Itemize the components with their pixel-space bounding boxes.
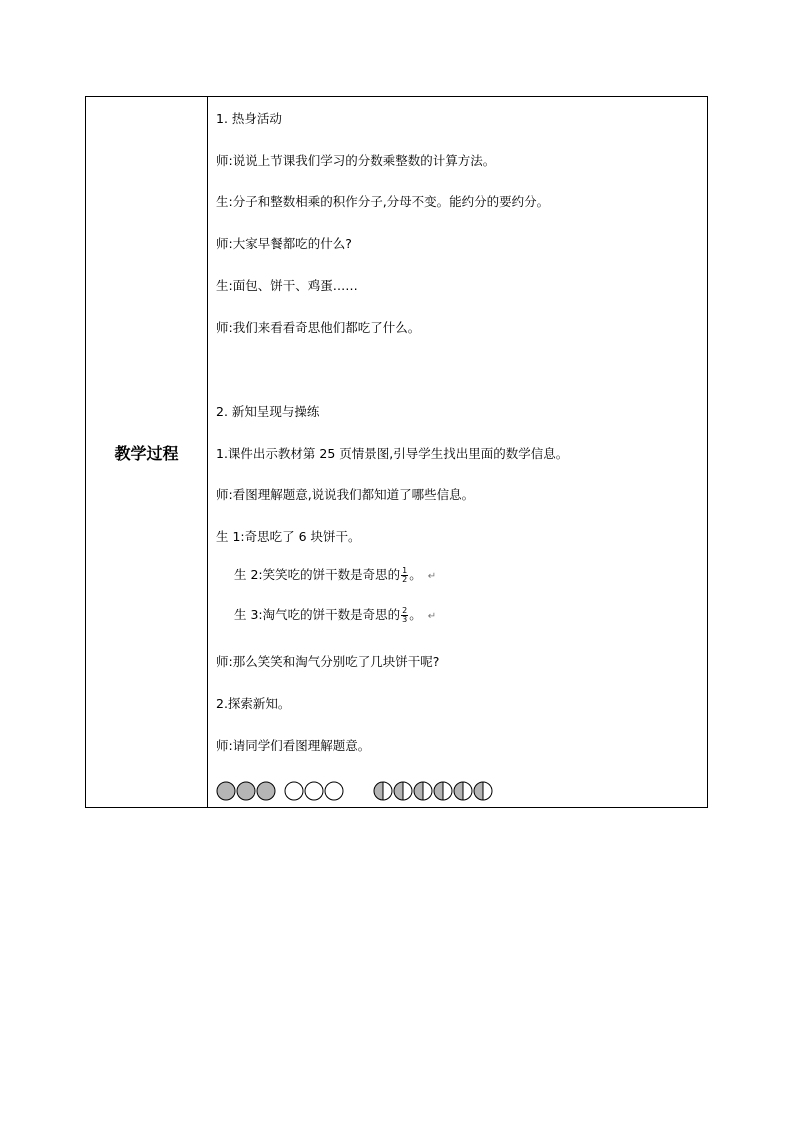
half-circle (454, 782, 472, 800)
fraction-denominator: 2 (402, 575, 408, 584)
half-circle-fill (434, 782, 443, 800)
half-circle-fill (374, 782, 383, 800)
half-circle (374, 782, 392, 800)
fraction-line (234, 607, 436, 625)
filled-circle (237, 782, 255, 800)
fraction (401, 567, 408, 584)
text-line: 师:看图理解题意,说说我们都知道了哪些信息。 (216, 487, 475, 502)
fraction-numerator: 1 (402, 566, 408, 575)
filled-circle (257, 782, 275, 800)
empty-circle (325, 782, 343, 800)
empty-circle (285, 782, 303, 800)
text-line: 生:分子和整数相乘的积作分子,分母不变。能约分的要约分。 (216, 194, 550, 209)
text-line: 师:请同学们看图理解题意。 (216, 738, 371, 753)
half-circle-fill (394, 782, 403, 800)
lesson-table (85, 96, 708, 808)
text-line: 生 1:奇思吃了 6 块饼干。 (216, 529, 361, 544)
return-mark-icon: ↵ (427, 611, 437, 622)
text-line: 师:那么笑笑和淘气分别吃了几块饼干呢? (216, 654, 440, 669)
half-circle-fill (414, 782, 423, 800)
text-line: 1. 热身活动 (216, 111, 282, 126)
text-line: 师:大家早餐都吃的什么? (216, 236, 352, 251)
return-mark-icon: ↵ (427, 571, 437, 582)
text-segment: 。 (409, 607, 422, 622)
fraction (401, 607, 408, 624)
half-circle (474, 782, 492, 800)
text-segment: 。 (409, 567, 422, 582)
text-segment: 生 3:淘气吃的饼干数是奇思的 (234, 607, 401, 622)
half-circle (434, 782, 452, 800)
biscuit-diagram (216, 780, 506, 802)
fraction-line (234, 567, 436, 585)
column-divider (207, 97, 208, 807)
section-label: 教学过程 (114, 444, 179, 463)
text-line: 师:说说上节课我们学习的分数乘整数的计算方法。 (216, 153, 496, 168)
text-line: 2. 新知呈现与操练 (216, 404, 320, 419)
filled-circle (217, 782, 235, 800)
text-line: 1.课件出示教材第 25 页情景图,引导学生找出里面的数学信息。 (216, 446, 569, 461)
fraction-denominator: 3 (402, 615, 408, 624)
half-circle (414, 782, 432, 800)
text-line: 2.探索新知。 (216, 696, 291, 711)
half-circles-group (374, 782, 492, 800)
text-line: 生:面包、饼干、鸡蛋…… (216, 278, 358, 293)
text-line: 师:我们来看看奇思他们都吃了什么。 (216, 320, 421, 335)
half-circle (394, 782, 412, 800)
fraction-numerator: 2 (402, 606, 408, 615)
filled-circles-group (217, 782, 275, 800)
half-circle-fill (454, 782, 463, 800)
empty-circles-group (285, 782, 343, 800)
empty-circle (305, 782, 323, 800)
text-segment: 生 2:笑笑吃的饼干数是奇思的 (234, 567, 401, 582)
half-circle-fill (474, 782, 483, 800)
